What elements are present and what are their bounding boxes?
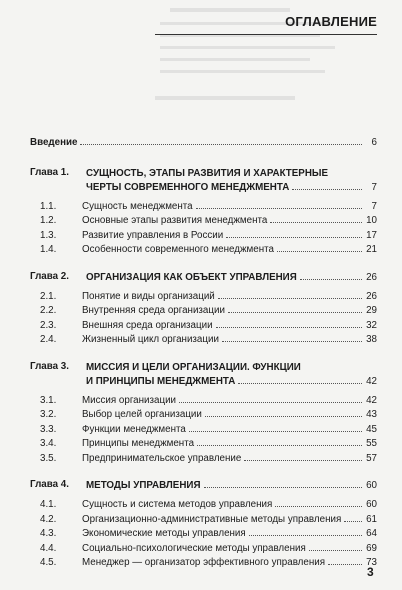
- chapter-title: МИССИЯ И ЦЕЛИ ОРГАНИЗАЦИИ. ФУНКЦИИ: [86, 361, 301, 373]
- section-number: 4.2.: [40, 513, 57, 525]
- section-page: 61: [366, 513, 377, 525]
- section-title: Выбор целей организации: [82, 409, 202, 420]
- toc-header: ОГЛАВЛЕНИЕ: [155, 14, 377, 35]
- chapter-page: 60: [366, 480, 377, 491]
- section-title: Особенности современного менеджмента: [82, 244, 274, 255]
- dot-leader: [309, 550, 362, 551]
- chapter-entry[interactable]: [30, 479, 377, 493]
- chapter-label: Глава 2.: [30, 270, 69, 282]
- intro-title: Введение: [30, 137, 78, 148]
- section-number: 1.1.: [40, 200, 57, 212]
- chapter-title: ОРГАНИЗАЦИЯ КАК ОБЪЕКТ УПРАВЛЕНИЯ: [86, 271, 297, 283]
- dot-leader: [197, 445, 362, 446]
- dot-leader: [300, 279, 362, 280]
- toc-intro-entry[interactable]: [30, 136, 377, 151]
- section-page: 26: [366, 290, 377, 302]
- section-entry[interactable]: [30, 527, 377, 542]
- section-page: 17: [366, 229, 377, 241]
- dot-leader: [179, 402, 362, 403]
- chapter-title: МЕТОДЫ УПРАВЛЕНИЯ: [86, 480, 201, 491]
- dot-leader: [226, 237, 362, 238]
- dot-leader: [249, 535, 362, 536]
- section-title: Основные этапы развития менеджмента: [82, 215, 268, 226]
- chapter-label: Глава 4.: [30, 479, 69, 490]
- dot-leader: [344, 521, 362, 522]
- section-number: 1.3.: [40, 229, 57, 241]
- section-number: 3.2.: [40, 409, 57, 420]
- chapter-page: 7: [371, 181, 377, 193]
- section-entry[interactable]: [30, 394, 377, 409]
- section-page: 60: [366, 499, 377, 510]
- section-entry[interactable]: [30, 437, 377, 452]
- section-entry[interactable]: [30, 243, 377, 258]
- section-number: 4.4.: [40, 542, 57, 554]
- section-title: Сущность и система методов управления: [82, 499, 273, 510]
- section-entry[interactable]: [30, 200, 377, 215]
- intro-page: 6: [371, 137, 377, 148]
- dot-leader: [292, 189, 362, 190]
- chapter-title-line: [86, 479, 377, 493]
- section-page: 7: [371, 200, 377, 212]
- section-entry[interactable]: [30, 542, 377, 557]
- section-number: 3.4.: [40, 438, 57, 449]
- chapter-title-block: [86, 479, 377, 493]
- section-title: Организационно-административные методы управления: [82, 513, 342, 525]
- section-number: 3.3.: [40, 423, 57, 435]
- chapter-title-line: [86, 181, 377, 195]
- chapter-title-line: [86, 167, 377, 181]
- dot-leader: [189, 431, 362, 432]
- section-entry[interactable]: [30, 513, 377, 528]
- dot-leader: [218, 298, 362, 299]
- section-title: Сущность менеджмента: [82, 200, 193, 212]
- chapter-entry[interactable]: [30, 271, 377, 285]
- dot-leader: [196, 208, 362, 209]
- section-number: 4.3.: [40, 528, 57, 539]
- chapter-title-block: [86, 167, 377, 195]
- dot-leader: [228, 312, 362, 313]
- dot-leader: [205, 416, 362, 417]
- chapter-label: Глава 1.: [30, 166, 69, 178]
- section-title: Понятие и виды организаций: [82, 290, 215, 302]
- chapter-page: 42: [366, 375, 377, 387]
- chapter-title: ЧЕРТЫ СОВРЕМЕННОГО МЕНЕДЖМЕНТА: [86, 181, 290, 193]
- section-page: 43: [366, 409, 377, 420]
- section-title: Внутренняя среда организации: [82, 305, 225, 316]
- section-entry[interactable]: [30, 452, 377, 467]
- section-page: 21: [366, 244, 377, 255]
- section-number: 1.4.: [40, 244, 57, 255]
- chapter-page: 26: [366, 271, 377, 283]
- section-title: Предпринимательское управление: [82, 452, 242, 464]
- section-page: 45: [366, 423, 377, 435]
- section-entry[interactable]: [30, 333, 377, 348]
- section-title: Миссия организации: [82, 394, 177, 406]
- chapter-title-block: [86, 271, 377, 285]
- section-title: Внешняя среда организации: [82, 319, 213, 331]
- chapter-label: Глава 3.: [30, 360, 69, 372]
- section-entry[interactable]: [30, 290, 377, 305]
- section-page: 38: [366, 334, 377, 345]
- section-entry[interactable]: [30, 556, 377, 571]
- dot-leader: [270, 222, 362, 223]
- section-entry[interactable]: [30, 408, 377, 423]
- section-number: 3.1.: [40, 394, 57, 406]
- section-list: [30, 290, 377, 348]
- section-number: 2.1.: [40, 290, 57, 302]
- section-entry[interactable]: [30, 423, 377, 438]
- section-entry[interactable]: [30, 229, 377, 244]
- dot-leader: [275, 506, 362, 507]
- section-number: 4.5.: [40, 557, 57, 568]
- dot-leader: [277, 251, 362, 252]
- section-title: Жизненный цикл организации: [82, 334, 219, 345]
- table-of-contents: [30, 136, 377, 584]
- dot-leader: [238, 383, 362, 384]
- chapter-title-block: [86, 361, 377, 389]
- section-page: 57: [366, 452, 377, 464]
- dot-leader: [222, 341, 362, 342]
- section-title: Функции менеджмента: [82, 423, 186, 435]
- section-page: 32: [366, 319, 377, 331]
- dot-leader: [328, 564, 362, 565]
- section-page: 73: [366, 557, 377, 568]
- chapter-title-line: [86, 271, 377, 285]
- chapter-title: СУЩНОСТЬ, ЭТАПЫ РАЗВИТИЯ И ХАРАКТЕРНЫЕ: [86, 167, 329, 179]
- chapter-title-line: [86, 361, 377, 375]
- section-page: 29: [366, 305, 377, 316]
- section-title: Социально-психологические методы управления: [82, 542, 306, 554]
- section-page: 69: [366, 542, 377, 554]
- section-list: [30, 200, 377, 258]
- section-title: Менеджер — организатор эффективного управления: [82, 557, 326, 568]
- section-title: Принципы менеджмента: [82, 438, 195, 449]
- dot-leader: [244, 460, 362, 461]
- section-number: 2.3.: [40, 319, 57, 331]
- chapter-title-line: [86, 375, 377, 389]
- section-page: 64: [366, 528, 377, 539]
- section-number: 2.4.: [40, 334, 57, 345]
- section-list: [30, 498, 377, 571]
- section-list: [30, 394, 377, 467]
- section-number: 1.2.: [40, 215, 57, 226]
- section-number: 2.2.: [40, 305, 57, 316]
- section-page: 55: [366, 438, 377, 449]
- section-number: 3.5.: [40, 452, 57, 464]
- section-entry[interactable]: [30, 498, 377, 513]
- dot-leader: [216, 327, 362, 328]
- section-page: 10: [366, 215, 377, 226]
- chapter-entry[interactable]: [30, 361, 377, 389]
- section-title: Развитие управления в России: [82, 229, 224, 241]
- section-title: Экономические методы управления: [82, 528, 246, 539]
- chapter-entry[interactable]: [30, 167, 377, 195]
- page-number: 3: [367, 565, 374, 579]
- section-page: 42: [366, 394, 377, 406]
- section-number: 4.1.: [40, 499, 57, 510]
- section-entry[interactable]: [30, 214, 377, 229]
- section-entry[interactable]: [30, 304, 377, 319]
- chapter-title: И ПРИНЦИПЫ МЕНЕДЖМЕНТА: [86, 375, 236, 387]
- chapter-list: [30, 167, 377, 571]
- dot-leader: [80, 144, 362, 145]
- section-entry[interactable]: [30, 319, 377, 334]
- dot-leader: [204, 487, 362, 488]
